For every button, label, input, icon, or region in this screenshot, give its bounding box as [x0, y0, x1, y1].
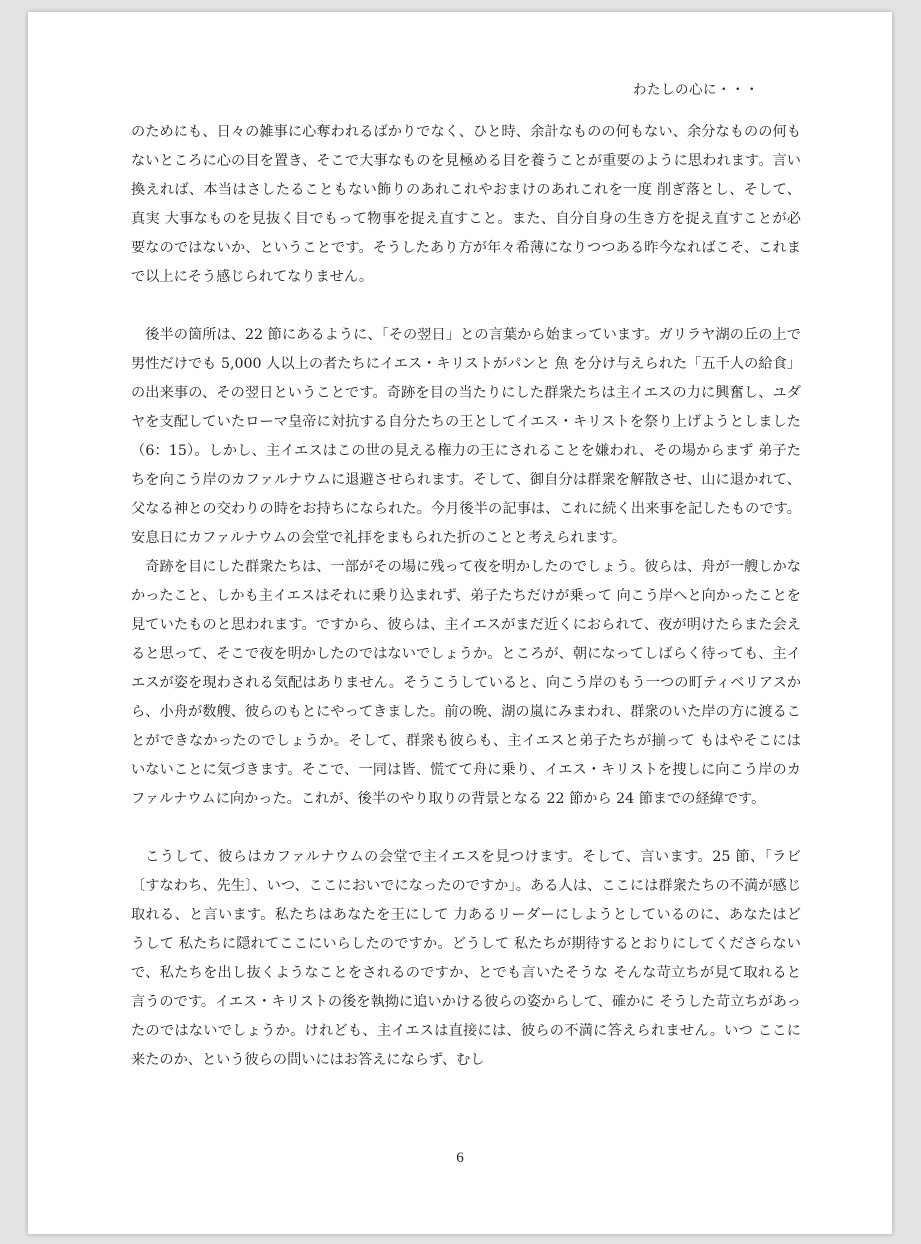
body-text: [131, 118, 801, 1075]
document-page: [28, 12, 892, 1234]
paragraph-2: 後半の箇所は、22 節にあるように、「その翌日」との言葉から始まっています。ガリラヤ湖の丘の上で 男性だけでも 5,000 人以上の者たちにイエス・キリストがパンと 魚 を分け与えられた「五千人の給食」の出来事の、その翌日ということです。奇跡を目の当たりにした群衆たちは主イエスの力に興奮し、ユダヤを支配していたローマ皇帝に対抗する自分たちの王としてイエス・キリストを祭り上げようとしました（6：15）。しかし、主イエスはこの世の見える権力の王にされることを嫌われ、その場からまず 弟子たちを向こう岸のカファルナウムに退避させられます。そして、御自分は群衆を解散させ、山に退かれて、父なる神との交わりの時をお持ちになられた。今月後半の記事は、これに続く出来事を記したものです。安息日にカファルナウムの会堂で礼拝をまもられた折のことと考えられます。: [131, 327, 801, 546]
paragraph-3: 奇跡を目にした群衆たちは、一部がその場に残って夜を明かしたのでしょう。彼らは、舟が一艘しかなかったこと、しかも主イエスはそれに乗り込まれず、弟子たちだけが乗って 向こう岸へと向かったことを見ていたものと思われます。ですから、彼らは、主イエスがまだ近くにおられて、夜が明けたらまた会えると思って、そこで夜を明かしたのではないでしょうか。ところが、朝になってしばらく待っても、主イエスが姿を現わされる気配はありません。そうこうしていると、向こう岸のもう一つの町ティベリアスから、小舟が数艘、彼らのもとにやってきました。前の晩、湖の嵐にみまわれ、群衆のいた岸の方に渡ることができなかったのでしょうか。そして、群衆も彼らも、主イエスと弟子たちが揃って もはやそこにはいないことに気づきます。そこで、一同は皆、慌てて舟に乗り、イエス・キリストを捜しに向こう岸のカファルナウムに向かった。これが、後半のやり取りの背景となる 22 節から 24 節までの経緯です。: [131, 559, 801, 807]
page-number: 6: [456, 1150, 464, 1166]
paragraph-1: のためにも、日々の雑事に心奪われるばかりでなく、ひと時、余計なものの何もない、余分なものの何もないところに心の目を置き、そこで大事なものを見極める目を養うことが重要のように思われます。言い換えれば、本当はさしたることもない飾りのあれこれやおまけのあれこれを一度 削ぎ落とし、そして、真実 大事なものを見抜く目でもって物事を捉え直すこと。また、自分自身の生き方を捉え直すことが必要なのではないか、ということです。そうしたあり方が年々希薄になりつつある昨今なればこそ、これまで以上にそう感じられてなりません。: [131, 124, 801, 285]
paragraph-4: こうして、彼らはカファルナウムの会堂で主イエスを見つけます。そして、言います。25 節、「ラビ〔すなわち、先生〕、いつ、ここにおいでになったのですか」。ある人は、ここには群衆たちの不満が感じ取れる、と言います。私たちはあなたを王にして 力あるリーダーにしようとしているのに、あなたはどうして 私たちに隠れてここにいらしたのですか。どうして 私たちが期待するとおりにしてくださらないで、私たちを出し抜くようなことをされるのですか、とでも言いたそうな そんな苛立ちが見て取れると言うのです。イエス・キリストの後を執拗に追いかける彼らの姿からして、確かに そうした苛立ちがあったのではないでしょうか。けれども、主イエスは直接には、彼らの不満に答えられません。いつ ここに来たのか、という彼らの問いにはお答えにならず、むし: [131, 849, 801, 1068]
running-header: わたしの心に・・・: [633, 82, 759, 98]
